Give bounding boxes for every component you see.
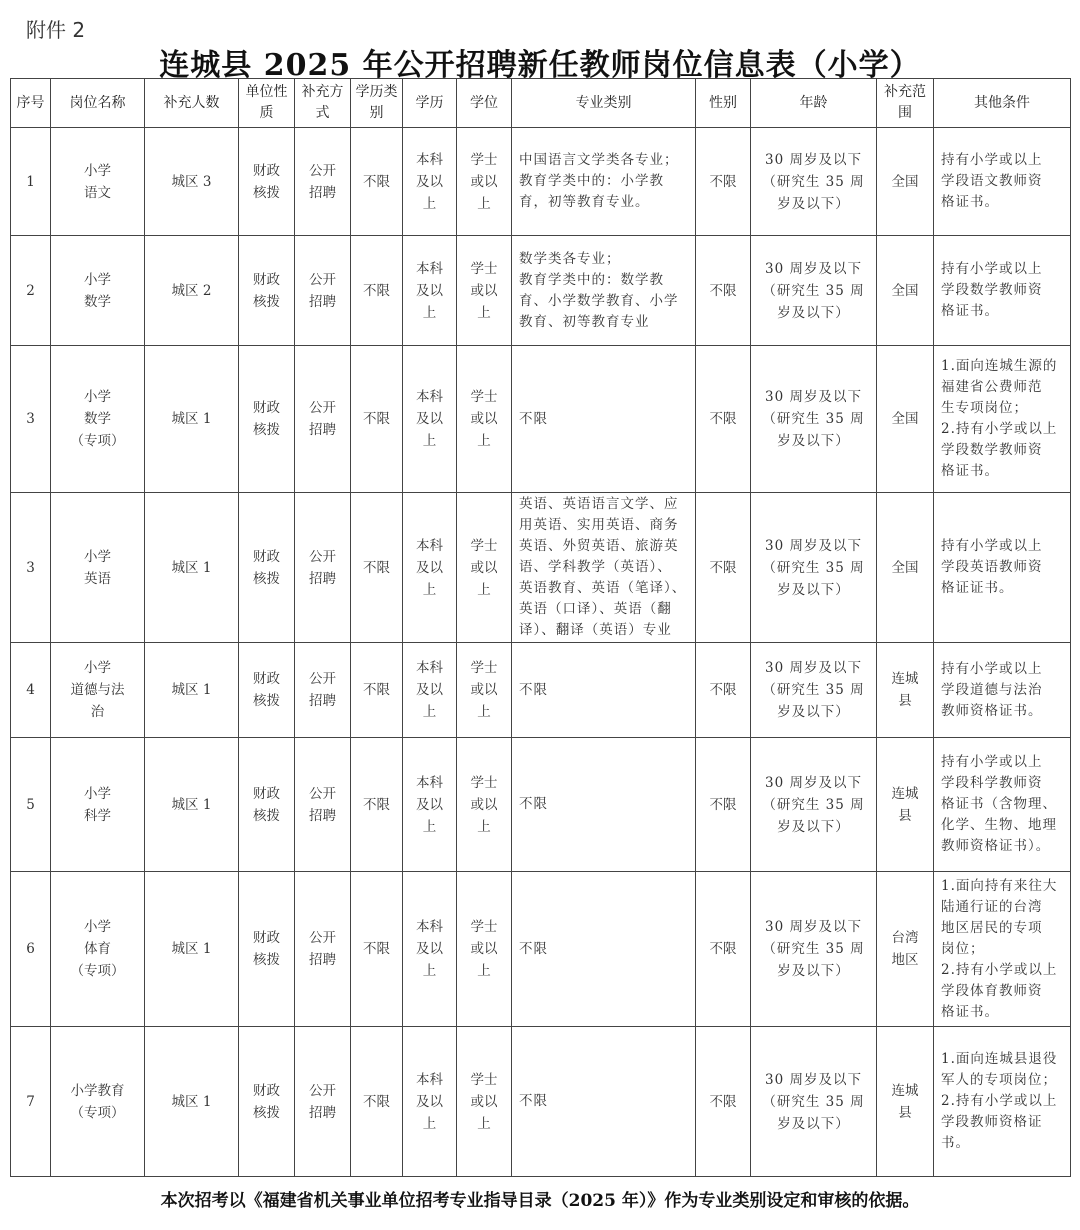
attachment-label: 附件 2 (26, 18, 86, 42)
degree-cell: 学士 或以 上 (457, 493, 512, 643)
unit-nature-cell: 财政 核拨 (239, 128, 295, 236)
scope-cell: 全国 (877, 346, 934, 493)
footer-note: 本次招考以《福建省机关事业单位招考专业指导目录（2025 年）》作为专业类别设定和审核的依据。 (160, 1191, 920, 1211)
other-conditions-cell: 持有小学或以上 学段语文教师资 格证书。 (934, 128, 1071, 236)
row-number-cell: 5 (11, 738, 51, 872)
age-cell: 30 周岁及以下 （研究生 35 周 岁及以下） (751, 236, 877, 346)
scope-cell: 连城 县 (877, 738, 934, 872)
headcount-cell: 城区 1 (145, 738, 239, 872)
education-cell: 本科 及以 上 (403, 493, 457, 643)
recruit-method-cell: 公开 招聘 (295, 493, 351, 643)
gender-cell: 不限 (696, 643, 751, 738)
edu-type-cell: 不限 (351, 643, 403, 738)
header-cell: 年龄 (751, 79, 877, 128)
row-number-cell: 6 (11, 872, 51, 1027)
header-cell: 补充方式 (295, 79, 351, 128)
gender-cell: 不限 (696, 493, 751, 643)
scope-cell: 全国 (877, 236, 934, 346)
edu-type-cell: 不限 (351, 346, 403, 493)
header-cell: 岗位名称 (51, 79, 145, 128)
position-name-cell: 小学 英语 (51, 493, 145, 643)
major-cell: 英语、英语语言文学、应 用英语、实用英语、商务 英语、外贸英语、旅游英 语、学科教学（英语）、 英语教育、英语（笔译）、 英语（口译）、英语（翻 译）、翻译（英语）专业 (512, 493, 696, 643)
position-name-cell: 小学 数学 (51, 236, 145, 346)
headcount-cell: 城区 1 (145, 872, 239, 1027)
header-cell: 专业类别 (512, 79, 696, 128)
recruit-method-cell: 公开 招聘 (295, 738, 351, 872)
education-cell: 本科 及以 上 (403, 738, 457, 872)
education-cell: 本科 及以 上 (403, 128, 457, 236)
unit-nature-cell: 财政 核拨 (239, 872, 295, 1027)
recruit-method-cell: 公开 招聘 (295, 643, 351, 738)
table-row (11, 346, 1071, 493)
table-row (11, 128, 1071, 236)
education-cell: 本科 及以 上 (403, 643, 457, 738)
major-cell: 不限 (512, 872, 696, 1027)
recruit-method-cell: 公开 招聘 (295, 872, 351, 1027)
recruit-method-cell: 公开 招聘 (295, 128, 351, 236)
age-cell: 30 周岁及以下 （研究生 35 周 岁及以下） (751, 1027, 877, 1177)
unit-nature-cell: 财政 核拨 (239, 236, 295, 346)
scope-cell: 台湾 地区 (877, 872, 934, 1027)
other-conditions-cell: 持有小学或以上 学段数学教师资 格证书。 (934, 236, 1071, 346)
degree-cell: 学士 或以 上 (457, 236, 512, 346)
degree-cell: 学士 或以 上 (457, 738, 512, 872)
other-conditions-cell: 持有小学或以上 学段科学教师资 格证书（含物理、 化学、生物、地理 教师资格证书）。 (934, 738, 1071, 872)
scope-cell: 全国 (877, 128, 934, 236)
header-cell: 补充范围 (877, 79, 934, 128)
edu-type-cell: 不限 (351, 738, 403, 872)
scope-cell: 连城 县 (877, 643, 934, 738)
row-number-cell: 3 (11, 346, 51, 493)
degree-cell: 学士 或以 上 (457, 128, 512, 236)
header-cell: 学位 (457, 79, 512, 128)
scope-cell: 连城 县 (877, 1027, 934, 1177)
degree-cell: 学士 或以 上 (457, 872, 512, 1027)
table-row (11, 493, 1071, 643)
unit-nature-cell: 财政 核拨 (239, 346, 295, 493)
major-cell: 数学类各专业； 教育学类中的：数学教 育、小学数学教育、小学 教育、初等教育专业 (512, 236, 696, 346)
recruit-method-cell: 公开 招聘 (295, 346, 351, 493)
row-number-cell: 4 (11, 643, 51, 738)
recruitment-table (10, 78, 1071, 1177)
edu-type-cell: 不限 (351, 1027, 403, 1177)
headcount-cell: 城区 1 (145, 1027, 239, 1177)
table-row (11, 643, 1071, 738)
table-row (11, 236, 1071, 346)
headcount-cell: 城区 1 (145, 643, 239, 738)
other-conditions-cell: 1.面向连城县退役 军人的专项岗位； 2.持有小学或以上 学段教师资格证 书。 (934, 1027, 1071, 1177)
gender-cell: 不限 (696, 346, 751, 493)
position-name-cell: 小学 数学 （专项） (51, 346, 145, 493)
edu-type-cell: 不限 (351, 128, 403, 236)
education-cell: 本科 及以 上 (403, 236, 457, 346)
position-name-cell: 小学 体育 （专项） (51, 872, 145, 1027)
position-name-cell: 小学 道德与法 治 (51, 643, 145, 738)
other-conditions-cell: 1.面向持有来往大 陆通行证的台湾 地区居民的专项 岗位； 2.持有小学或以上 学段体育教师资 格证书。 (934, 872, 1071, 1027)
recruit-method-cell: 公开 招聘 (295, 1027, 351, 1177)
headcount-cell: 城区 3 (145, 128, 239, 236)
header-cell: 学历类别 (351, 79, 403, 128)
education-cell: 本科 及以 上 (403, 346, 457, 493)
table-row (11, 872, 1071, 1027)
gender-cell: 不限 (696, 236, 751, 346)
age-cell: 30 周岁及以下 （研究生 35 周 岁及以下） (751, 128, 877, 236)
major-cell: 不限 (512, 346, 696, 493)
headcount-cell: 城区 1 (145, 346, 239, 493)
gender-cell: 不限 (696, 738, 751, 872)
major-cell: 中国语言文学类各专业； 教育学类中的：小学教 育，初等教育专业。 (512, 128, 696, 236)
header-cell: 补充人数 (145, 79, 239, 128)
position-name-cell: 小学 语文 (51, 128, 145, 236)
position-name-cell: 小学教育 （专项） (51, 1027, 145, 1177)
edu-type-cell: 不限 (351, 493, 403, 643)
education-cell: 本科 及以 上 (403, 872, 457, 1027)
row-number-cell: 1 (11, 128, 51, 236)
row-number-cell: 3 (11, 493, 51, 643)
scope-cell: 全国 (877, 493, 934, 643)
header-row (11, 79, 1071, 128)
unit-nature-cell: 财政 核拨 (239, 643, 295, 738)
degree-cell: 学士 或以 上 (457, 1027, 512, 1177)
age-cell: 30 周岁及以下 （研究生 35 周 岁及以下） (751, 738, 877, 872)
degree-cell: 学士 或以 上 (457, 643, 512, 738)
other-conditions-cell: 1.面向连城生源的 福建省公费师范 生专项岗位； 2.持有小学或以上 学段数学教师资 格证书。 (934, 346, 1071, 493)
edu-type-cell: 不限 (351, 872, 403, 1027)
major-cell: 不限 (512, 643, 696, 738)
degree-cell: 学士 或以 上 (457, 346, 512, 493)
row-number-cell: 2 (11, 236, 51, 346)
header-cell: 序号 (11, 79, 51, 128)
row-number-cell: 7 (11, 1027, 51, 1177)
education-cell: 本科 及以 上 (403, 1027, 457, 1177)
header-cell: 其他条件 (934, 79, 1071, 128)
gender-cell: 不限 (696, 128, 751, 236)
age-cell: 30 周岁及以下 （研究生 35 周 岁及以下） (751, 493, 877, 643)
age-cell: 30 周岁及以下 （研究生 35 周 岁及以下） (751, 643, 877, 738)
table-row (11, 738, 1071, 872)
header-cell: 学历 (403, 79, 457, 128)
major-cell: 不限 (512, 738, 696, 872)
page-title: 连城县 2025 年公开招聘新任教师岗位信息表（小学） (159, 48, 921, 83)
other-conditions-cell: 持有小学或以上 学段道德与法治 教师资格证书。 (934, 643, 1071, 738)
unit-nature-cell: 财政 核拨 (239, 738, 295, 872)
headcount-cell: 城区 2 (145, 236, 239, 346)
edu-type-cell: 不限 (351, 236, 403, 346)
age-cell: 30 周岁及以下 （研究生 35 周 岁及以下） (751, 872, 877, 1027)
position-name-cell: 小学 科学 (51, 738, 145, 872)
gender-cell: 不限 (696, 1027, 751, 1177)
major-cell: 不限 (512, 1027, 696, 1177)
unit-nature-cell: 财政 核拨 (239, 493, 295, 643)
age-cell: 30 周岁及以下 （研究生 35 周 岁及以下） (751, 346, 877, 493)
header-cell: 性别 (696, 79, 751, 128)
other-conditions-cell: 持有小学或以上 学段英语教师资 格证证书。 (934, 493, 1071, 643)
gender-cell: 不限 (696, 872, 751, 1027)
recruit-method-cell: 公开 招聘 (295, 236, 351, 346)
unit-nature-cell: 财政 核拨 (239, 1027, 295, 1177)
table-row (11, 1027, 1071, 1177)
header-cell: 单位性质 (239, 79, 295, 128)
headcount-cell: 城区 1 (145, 493, 239, 643)
